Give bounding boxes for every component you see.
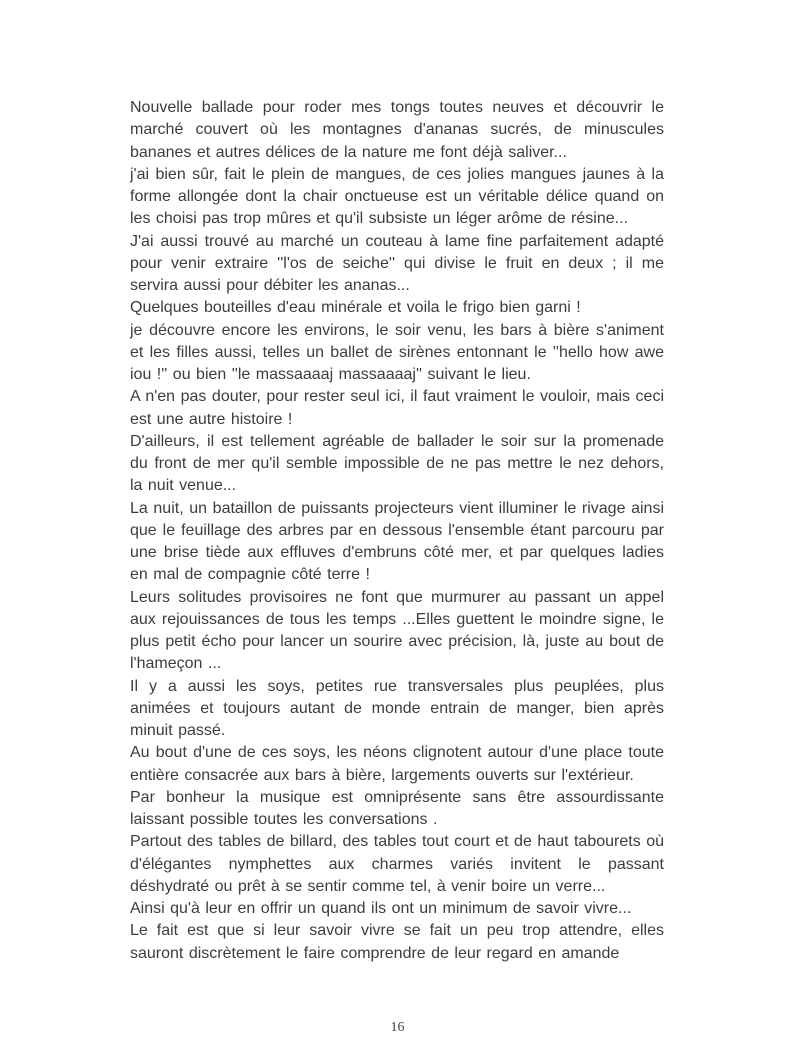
paragraph: je découvre encore les environs, le soir venu, les bars à bière s'animent et les filles aussi, telles un ballet de sirènes entonnant le ''hello how awe iou !'' ou bien ''le massaaaaj massaaaaj'' suivant le lieu. <box>130 321 664 383</box>
paragraph: Le fait est que si leur savoir vivre se fait un peu trop attendre, elles sauront discrètement le faire comprendre de leur regard en amande <box>130 922 664 962</box>
paragraph: Leurs solitudes provisoires ne font que murmurer au passant un appel aux rejouissances de tous les temps ...Elles guettent le moindre signe, le plus petit écho pour lancer un sourire avec précision, là, juste au bout de l'hameçon ... <box>130 588 664 673</box>
paragraph: Partout des tables de billard, des tables tout court et de haut tabourets où d'élégantes nymphettes aux charmes variés invitent le passant déshydraté ou prêt à se sentir comme tel, à venir boire un verre... <box>130 833 664 895</box>
paragraph: j'ai bien sûr, fait le plein de mangues, de ces jolies mangues jaunes à la forme allongée dont la chair onctueuse est un véritable délice quand on les choisi pas trop mûres et qu'il subsiste un léger arôme de résine... <box>130 165 664 228</box>
paragraph: A n'en pas douter, pour rester seul ici, il faut vraiment le vouloir, mais ceci est une autre histoire ! <box>130 388 664 428</box>
paragraph: Ainsi qu'à leur en offrir un quand ils ont un minimum de savoir vivre... <box>130 900 632 917</box>
paragraph: Par bonheur la musique est omniprésente sans être assourdissante laissant possible toutes les conversations . <box>130 788 664 828</box>
page-number: 16 <box>390 1020 405 1035</box>
paragraph: La nuit, un bataillon de puissants projecteurs vient illuminer le rivage ainsi que le feuillage des arbres par en dessous l'ensemble étant parcouru par une brise tiède aux effluves d'embruns côté mer, et par quelques ladies en mal de compagnie côté terre ! <box>130 499 664 584</box>
paragraph: Nouvelle ballade pour roder mes tongs toutes neuves et découvrir le marché couvert où les montagnes d'ananas sucrés, de minuscules bananes et autres délices de la nature me font déjà saliver... <box>130 99 664 161</box>
paragraph: Au bout d'une de ces soys, les néons clignotent autour d'une place toute entière consacrée aux bars à bière, largements ouverts sur l'extérieur. <box>130 744 664 784</box>
paragraph: Quelques bouteilles d'eau minérale et voila le frigo bien garni ! <box>130 299 581 317</box>
paragraph: J'ai aussi trouvé au marché un couteau à lame fine parfaitement adapté pour venir extraire ''l'os de seiche'' qui divise le fruit en deux ; il me servira aussi pour débiter les ananas... <box>130 232 664 294</box>
text-block <box>130 97 664 965</box>
paragraph: D'ailleurs, il est tellement agréable de ballader le soir sur la promenade du front de mer qu'il semble impossible de ne pas mettre le nez dehors, la nuit venue... <box>130 432 664 495</box>
paragraph: Il y a aussi les soys, petites rue transversales plus peuplées, plus animées et toujours autant de monde entrain de manger, bien après minuit passé. <box>130 677 664 739</box>
